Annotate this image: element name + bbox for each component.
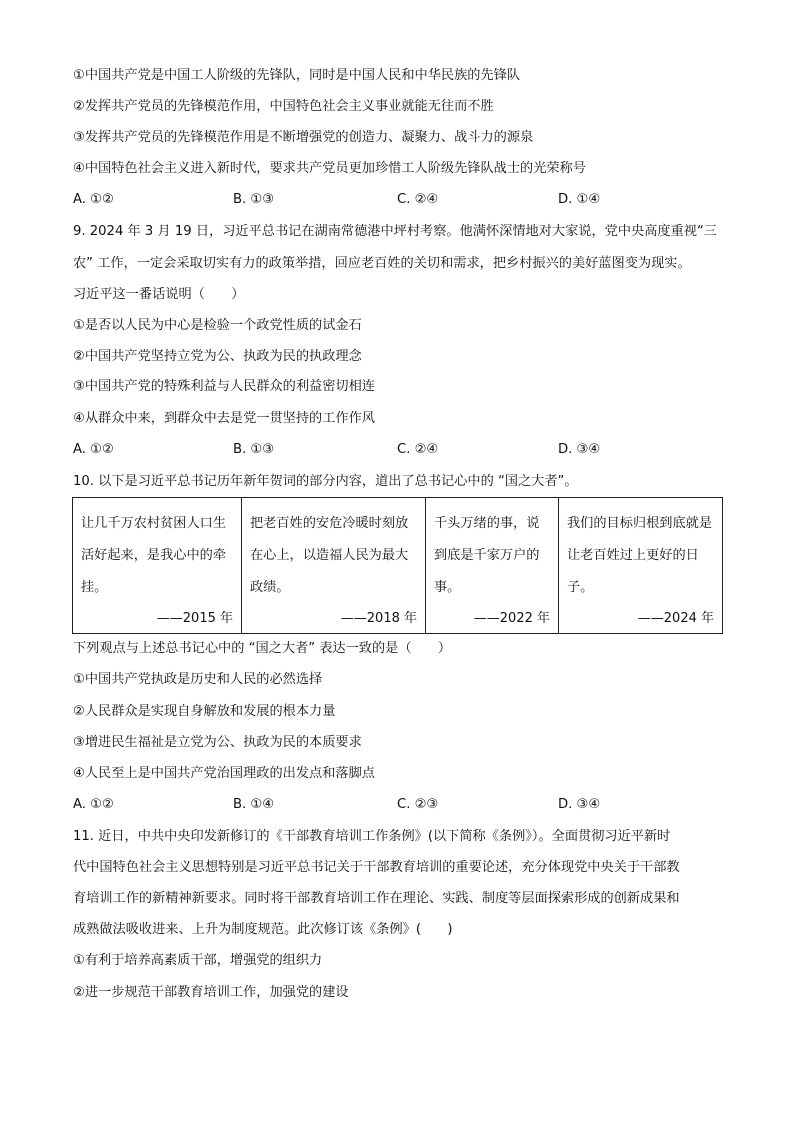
q10-quotes-table [72,497,723,634]
q11-statement-1: ①有利于培养高素质干部，增强党的组织力 [73,953,323,968]
q8-option-b: B. ①③ [233,192,275,207]
q8-statement-4: ④中国特色社会主义进入新时代，要求共产党员更加珍惜工人阶级先锋队战士的光荣称号 [73,161,586,176]
q10-quote-text: 让几千万农村贫困人口生活好起来，是我心中的牵挂。 [81,516,227,595]
q11-stem-line-2: 代中国特色社会主义思想特别是习近平总书记关于干部教育培训的重要论述，充分体现党中央关于干部教 [73,860,680,875]
q10-option-a: A. ①② [73,797,114,812]
q11-stem-line-4: 成熟做法吸收进来、上升为制度规范。此次修订该《条例》( ) [73,922,453,937]
q10-option-d: D. ③④ [558,797,601,812]
q10-question: 下列观点与上述总书记心中的 “国之大者” 表达一致的是（ ） [73,641,452,656]
q10-quote-cell-2018 [242,498,426,634]
q8-statement-2: ②发挥共产党员的先锋模范作用，中国特色社会主义事业就能无往而不胜 [73,99,494,114]
q9-stem-line-2: 农” 工作，一定会采取切实有力的政策举措，回应老百姓的关切和需求，把乡村振兴的美好蓝图变为现实。 [73,256,691,271]
q9-statement-2: ②中国共产党坚持立党为公、执政为民的执政理念 [73,349,362,364]
q10-quote-text: 我们的目标归根到底就是让老百姓过上更好的日子。 [567,516,713,595]
q9-statement-3: ③中国共产党的特殊利益与人民群众的利益密切相连 [73,379,375,394]
q10-statement-2: ②人民群众是实现自身解放和发展的根本力量 [73,704,336,719]
q9-statement-1: ①是否以人民为中心是检验一个政党性质的试金石 [73,318,362,333]
q8-statement-1: ①中国共产党是中国工人阶级的先锋队，同时是中国人民和中华民族的先锋队 [73,68,521,83]
q9-statement-4: ④从群众中来，到群众中去是党一贯坚持的工作作风 [73,411,375,426]
q8-option-c: C. ②④ [397,192,439,207]
q10-quote-text: 千头万绪的事，说到底是千家万户的事。 [434,516,540,595]
q10-quote-year: ——2015 年 [156,611,233,626]
q9-option-a: A. ①② [73,442,114,457]
q10-option-b: B. ①④ [233,797,275,812]
q11-statement-2: ②进一步规范干部教育培训工作，加强党的建设 [73,985,349,1000]
q10-quotes-row [73,498,723,634]
q9-stem-line-3: 习近平这一番话说明（ ） [73,287,245,302]
q10-quote-year: ——2024 年 [637,611,714,626]
q10-statement-1: ①中国共产党执政是历史和人民的必然选择 [73,672,323,687]
q10-stem: 10. 以下是习近平总书记历年新年贺词的部分内容，道出了总书记心中的 “国之大者”。 [73,474,578,489]
q11-stem-line-3: 育培训工作的新精神新要求。同时将干部教育培训工作在理论、实践、制度等层面探索形成的创新成果和 [73,891,680,906]
q10-statement-4: ④人民至上是中国共产党治国理政的出发点和落脚点 [73,766,375,781]
q8-option-a: A. ①② [73,192,114,207]
q10-option-c: C. ②③ [397,797,439,812]
q8-statement-3: ③发挥共产党员的先锋模范作用是不断增强党的创造力、凝聚力、战斗力的源泉 [73,130,534,145]
q10-quote-year: ——2018 年 [340,611,417,626]
q9-stem-line-1: 9. 2024 年 3 月 19 日，习近平总书记在湖南常德港中坪村考察。他满怀深情地对大家说，党中央高度重视“三 [73,224,717,239]
q10-quote-cell-2015 [73,498,242,634]
q10-quote-cell-2022 [426,498,559,634]
q10-statement-3: ③增进民生福祉是立党为公、执政为民的本质要求 [73,735,362,750]
q11-stem-line-1: 11. 近日，中共中央印发新修订的《干部教育培训工作条例》(以下简称《条例》）。全面贯彻习近平新时 [73,829,671,844]
q9-option-b: B. ①③ [233,442,275,457]
q10-quote-cell-2024 [559,498,723,634]
q9-option-d: D. ③④ [558,442,601,457]
q8-option-d: D. ①④ [558,192,601,207]
q10-quote-text: 把老百姓的安危冷暖时刻放在心上，以造福人民为最大政绩。 [250,516,409,595]
q9-option-c: C. ②④ [397,442,439,457]
q10-quote-year: ——2022 年 [473,611,550,626]
